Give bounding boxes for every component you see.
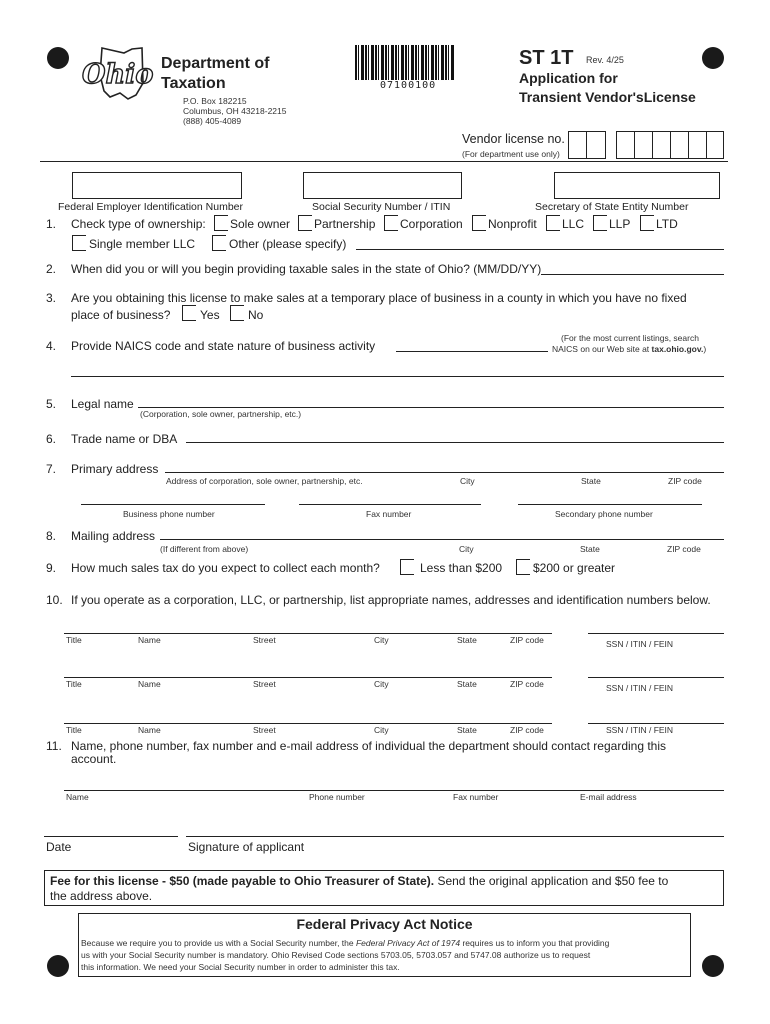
q4-note-close: ) xyxy=(703,344,707,354)
q10-number: 10. xyxy=(46,593,63,607)
q8-label: Mailing address xyxy=(71,529,156,543)
vendor-license-box-1 xyxy=(568,131,606,159)
checkbox-less-than-200[interactable] xyxy=(400,559,414,575)
checkbox-no[interactable] xyxy=(230,305,244,321)
address-po-box: P.O. Box 182215 xyxy=(183,96,247,106)
privacy-line3: this information. We need your Social Security number in order to administer this tax. xyxy=(81,962,400,972)
owner-row-1-line[interactable] xyxy=(64,633,552,634)
checkbox-corporation[interactable] xyxy=(384,215,398,231)
row2-city: City xyxy=(374,679,389,689)
registration-mark-top-right xyxy=(702,47,724,69)
form-revision: Rev. 4/25 xyxy=(586,55,624,65)
contact-fax-label: Fax number xyxy=(453,792,499,802)
owner-row-3-ssn-line[interactable] xyxy=(588,723,724,724)
privacy-line1a: Because we require you to provide us with a Social Security number, the xyxy=(81,938,356,948)
secondary-phone-line[interactable] xyxy=(518,504,702,505)
row2-ssn: SSN / ITIN / FEIN xyxy=(606,683,674,693)
q1-label: Check type of ownership: xyxy=(71,217,206,231)
q8-number: 8. xyxy=(46,529,57,543)
row1-city: City xyxy=(374,635,389,645)
q9-number: 9. xyxy=(46,561,57,575)
q7-state-label: State xyxy=(581,476,601,486)
business-phone-line[interactable] xyxy=(81,504,265,505)
signature-label: Signature of applicant xyxy=(188,840,305,854)
row3-title: Title xyxy=(66,725,82,735)
owner-row-2-ssn-line[interactable] xyxy=(588,677,724,678)
vendor-license-label: Vendor license no. xyxy=(462,132,565,146)
checkbox-200-or-greater[interactable] xyxy=(516,559,530,575)
address-phone: (888) 405-4089 xyxy=(183,116,242,126)
sos-label: Secretary of State Entity Number xyxy=(535,201,689,213)
row1-state: State xyxy=(457,635,477,645)
ssn-label: Social Security Number / ITIN xyxy=(312,201,451,213)
form-title-line2: Transient Vendor'sLicense xyxy=(519,89,696,105)
form-title-line1: Application for xyxy=(519,70,618,86)
q2-number: 2. xyxy=(46,262,57,276)
row3-street: Street xyxy=(253,725,276,735)
tax-website-link[interactable]: tax.ohio.gov. xyxy=(651,344,704,354)
q8-city-label: City xyxy=(459,544,474,554)
fee-line2: the address above. xyxy=(50,889,153,903)
q7-number: 7. xyxy=(46,462,57,476)
address-city: Columbus, OH 43218-2215 xyxy=(183,106,287,116)
date-label: Date xyxy=(46,840,72,854)
row1-zip: ZIP code xyxy=(510,635,544,645)
q4-label: Provide NAICS code and state nature of business activity xyxy=(71,339,376,353)
q9-label: How much sales tax do you expect to collect each month? xyxy=(71,561,380,575)
q5-sub: (Corporation, sole owner, partnership, etc.) xyxy=(140,409,302,419)
row1-title: Title xyxy=(66,635,82,645)
row3-zip: ZIP code xyxy=(510,725,544,735)
checkbox-single-member-llc[interactable] xyxy=(72,235,86,251)
form-id: ST 1T xyxy=(519,47,574,69)
q6-number: 6. xyxy=(46,432,57,446)
registration-mark-top-left xyxy=(47,47,69,69)
contact-email-label: E-mail address xyxy=(580,792,637,802)
q4-number: 4. xyxy=(46,339,57,353)
checkbox-ltd[interactable] xyxy=(640,215,654,231)
fee-line1 xyxy=(50,874,668,888)
q11-line1: Name, phone number, fax number and e-mail address of individual the department should contact regarding this xyxy=(71,739,667,753)
q5-number: 5. xyxy=(46,397,57,411)
option-partnership: Partnership xyxy=(314,217,376,231)
option-ltd: LTD xyxy=(656,217,678,231)
q8-zip-label: ZIP code xyxy=(667,544,701,554)
q3-line1: Are you obtaining this license to make sales at a temporary place of business in a county in which you have no fixed xyxy=(71,291,687,305)
fein-label: Federal Employer Identification Number xyxy=(58,201,244,213)
option-llc: LLC xyxy=(562,217,585,231)
option-less-than-200: Less than $200 xyxy=(420,561,503,575)
ohio-logo-text: Ohio xyxy=(82,59,154,90)
q7-sub-address: Address of corporation, sole owner, partnership, etc. xyxy=(166,476,363,486)
fax-line[interactable] xyxy=(299,504,481,505)
naics-code-line[interactable] xyxy=(396,351,548,352)
vendor-license-sublabel: (For department use only) xyxy=(462,149,560,159)
privacy-line1c: requires us to inform you that providing xyxy=(460,938,610,948)
privacy-title: Federal Privacy Act Notice xyxy=(296,916,473,932)
q4-note-line2 xyxy=(552,344,706,354)
row1-street: Street xyxy=(253,635,276,645)
q6-label: Trade name or DBA xyxy=(71,432,178,446)
q3-number: 3. xyxy=(46,291,57,305)
primary-address-line[interactable] xyxy=(165,472,724,473)
checkbox-llp[interactable] xyxy=(593,215,607,231)
owner-row-1-ssn-line[interactable] xyxy=(588,633,724,634)
barcode xyxy=(355,45,455,80)
signature-line[interactable] xyxy=(186,836,724,837)
option-200-or-greater: $200 or greater xyxy=(533,561,616,575)
row2-name: Name xyxy=(138,679,161,689)
q7-label: Primary address xyxy=(71,462,159,476)
row3-name: Name xyxy=(138,725,161,735)
q1-number: 1. xyxy=(46,217,57,231)
department-name-line1: Department of xyxy=(161,55,270,72)
privacy-line2: us with your Social Security number is mandatory. Ohio Revised Code sections 5703.05, 5703.057 and 5747.08 authorize us to request xyxy=(81,950,591,960)
row3-city: City xyxy=(374,725,389,735)
contact-line[interactable] xyxy=(64,790,724,791)
owner-row-2-line[interactable] xyxy=(64,677,552,678)
sos-entity-input[interactable] xyxy=(554,172,720,199)
row2-state: State xyxy=(457,679,477,689)
row1-ssn: SSN / ITIN / FEIN xyxy=(606,639,674,649)
privacy-line1 xyxy=(81,938,609,948)
fee-rest-text: Send the original application and $50 fee to xyxy=(434,874,669,888)
trade-name-line[interactable] xyxy=(186,442,724,443)
option-corporation: Corporation xyxy=(400,217,463,231)
owner-row-3-line[interactable] xyxy=(64,723,552,724)
option-yes: Yes xyxy=(200,308,220,322)
q11-number: 11. xyxy=(46,739,62,753)
row3-ssn: SSN / ITIN / FEIN xyxy=(606,725,674,735)
checkbox-yes[interactable] xyxy=(182,305,196,321)
checkbox-nonprofit[interactable] xyxy=(472,215,486,231)
other-specify-line[interactable] xyxy=(356,249,724,250)
option-single-member-llc: Single member LLC xyxy=(89,237,196,251)
business-activity-line[interactable] xyxy=(71,376,724,377)
date-line[interactable] xyxy=(44,836,178,837)
checkbox-other[interactable] xyxy=(212,235,226,251)
q8-sub: (If different from above) xyxy=(160,544,249,554)
row3-state: State xyxy=(457,725,477,735)
barcode-number: 07100100 xyxy=(380,80,437,91)
checkbox-partnership[interactable] xyxy=(298,215,312,231)
q10-label: If you operate as a corporation, LLC, or partnership, list appropriate names, addresses and identification numbers below. xyxy=(71,593,711,607)
checkbox-llc[interactable] xyxy=(546,215,560,231)
registration-mark-bottom-left xyxy=(47,955,69,977)
q7-city-label: City xyxy=(460,476,475,486)
business-phone-label: Business phone number xyxy=(123,509,215,519)
mailing-address-line[interactable] xyxy=(160,539,724,540)
q3-line2: place of business? xyxy=(71,308,171,322)
option-other: Other (please specify) xyxy=(229,237,347,251)
fee-bold-text: Fee for this license - $50 (made payable to Ohio Treasurer of State). xyxy=(50,874,435,888)
department-name-line2: Taxation xyxy=(161,75,226,92)
fax-label: Fax number xyxy=(366,509,412,519)
ssn-input[interactable] xyxy=(303,172,462,199)
privacy-act-name: Federal Privacy Act of 1974 xyxy=(355,938,461,948)
row2-title: Title xyxy=(66,679,82,689)
q2-answer-line[interactable] xyxy=(541,274,724,275)
ohio-logo xyxy=(80,45,158,103)
fein-input[interactable] xyxy=(72,172,242,199)
fee-box xyxy=(44,870,724,906)
row1-name: Name xyxy=(138,635,161,645)
contact-name-label: Name xyxy=(66,792,89,802)
row2-zip: ZIP code xyxy=(510,679,544,689)
q5-label: Legal name xyxy=(71,397,134,411)
registration-mark-bottom-right xyxy=(702,955,724,977)
q4-note-text: NAICS on our Web site at xyxy=(552,344,652,354)
row2-street: Street xyxy=(253,679,276,689)
q8-state-label: State xyxy=(580,544,600,554)
option-sole-owner: Sole owner xyxy=(230,217,291,231)
secondary-phone-label: Secondary phone number xyxy=(555,509,653,519)
q4-note-line1: (For the most current listings, search xyxy=(561,333,699,343)
q11-line2: account. xyxy=(71,752,117,766)
header-divider xyxy=(40,161,728,162)
vendor-license-box-2 xyxy=(616,131,724,159)
privacy-box xyxy=(78,913,691,977)
legal-name-line[interactable] xyxy=(138,407,724,408)
checkbox-sole-owner[interactable] xyxy=(214,215,228,231)
option-no: No xyxy=(248,308,264,322)
option-llp: LLP xyxy=(609,217,631,231)
option-nonprofit: Nonprofit xyxy=(488,217,537,231)
q7-zip-label: ZIP code xyxy=(668,476,702,486)
q2-label: When did you or will you begin providing taxable sales in the state of Ohio? (MM/DD/YY) xyxy=(71,262,542,276)
contact-phone-label: Phone number xyxy=(309,792,365,802)
